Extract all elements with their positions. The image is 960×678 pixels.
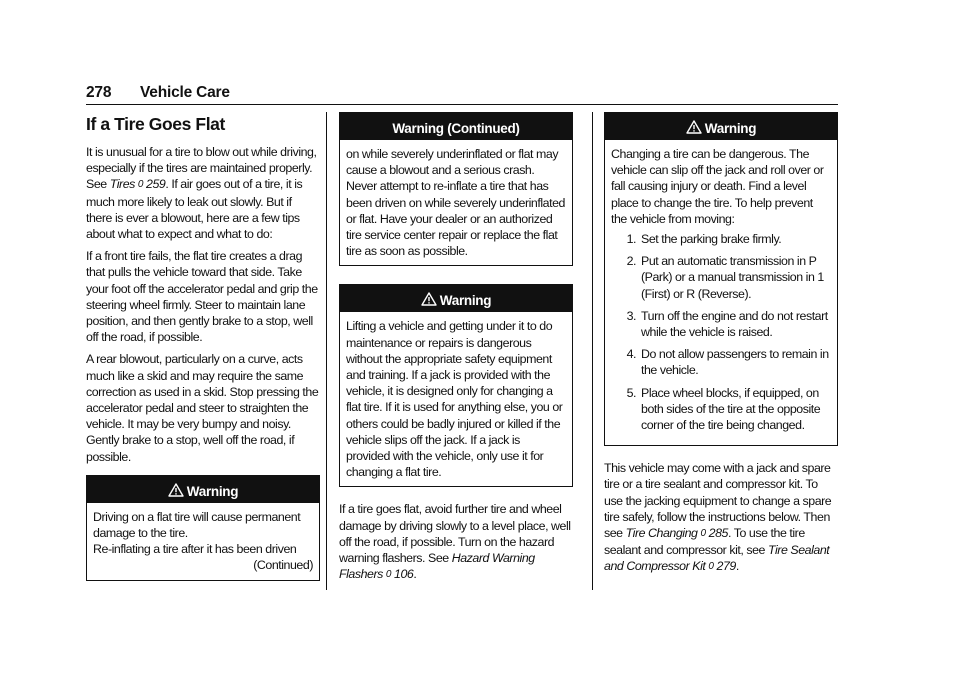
page-ref-symbol: 0 (137, 179, 144, 191)
column-divider-2 (592, 112, 593, 590)
list-item: 2. Put an automatic transmission in P (Park) or a manual transmission in 1 (First) or R (Reverse). (626, 254, 824, 301)
warning-header: Warning (87, 476, 319, 503)
warning-box-jack (339, 284, 573, 487)
warning-header: Warning (605, 113, 837, 140)
column-1 (86, 112, 320, 595)
list-item: 5. Place wheel blocks, if equipped, on both sides of the tire at the opposite corner of the tire being changed. (626, 385, 821, 433)
warning-body (87, 503, 319, 580)
xref-tire-sealant-compressor-kit[interactable]: Tire Sealant and Compressor Kit 0 279 (604, 543, 830, 574)
section-title: If a Tire Goes Flat (86, 114, 225, 134)
warning-triangle-icon (168, 483, 184, 497)
list-item: 4. Do not allow passengers to remain in the vehicle. (626, 347, 829, 378)
section-name: Vehicle Care (140, 84, 230, 101)
page-ref-symbol: 0 (708, 561, 714, 573)
warning-box-continued (339, 112, 573, 266)
warning-box-changing-tire (604, 112, 838, 446)
list-item: 3. Turn off the engine and do not restart while the vehicle is raised. (626, 308, 828, 340)
paragraph-front-tire: If a front tire fails, the flat tire creates a drag that pulls the vehicle toward that side. Take your foot off the accelerator pedal and grip the steering wheel firmly. Steer to maintain lane position, and then gently brake to a stop, well off the road, if possible. (86, 249, 318, 345)
xref-hazard-warning-flashers[interactable]: Hazard Warning Flashers 0 106 (339, 551, 535, 582)
page-ref-symbol: 0 (385, 569, 392, 581)
warning-triangle-icon (686, 120, 702, 134)
warning-text-1: Driving on a flat tire will cause permanent damage to the tire. (93, 509, 301, 541)
warning-body (340, 312, 572, 486)
warning-text-2: Re-inflating a tire after it has been driven (93, 542, 297, 557)
xref-tires[interactable]: Tires 0 259 (109, 177, 166, 192)
warning-body (340, 140, 572, 265)
xref-tire-changing[interactable]: Tire Changing 0 285 (625, 526, 728, 541)
warning-jack-text: Lifting a vehicle and getting under it to do maintenance or repairs is dangerous without the appropriate safety equipment and training. If a jack is provided with the vehicle, it is designed only for changing a flat tire. If it is used for anything else, you or others could be badly injured or killed if the vehicle slips off the jack. If a jack is provided with the vehicle, only use it for changing a flat tire. (346, 319, 563, 480)
warning-body (605, 140, 837, 445)
list-item: 1. Set the parking brake firmly. (626, 232, 782, 247)
column-3 (604, 112, 838, 582)
page-ref-symbol: 0 (700, 528, 706, 540)
page-header (86, 82, 838, 105)
warning-header: Warning (340, 285, 572, 312)
warning-intro: Changing a tire can be dangerous. The vehicle can slip off the jack and roll over or fall causing injury or death. Find a level place to change the tire. To help prevent the vehicle from moving: (611, 147, 824, 226)
page-number: 278 (86, 84, 112, 101)
column-2 (339, 112, 573, 589)
warning-box-flat-tire (86, 475, 320, 581)
warning-continued-header: Warning (Continued) (340, 113, 572, 140)
paragraph-blowout-intro: It is unusual for a tire to blow out while driving, especially if the tires are maintained properly. See Tires 0 259. If air goes out of a tire, it is much more likely to leak out slowly. But if there is ever a blowout, here are a few tips about what to expect and what to do: (86, 145, 317, 242)
steps-list (611, 231, 831, 433)
warning-triangle-icon (421, 292, 437, 306)
warning-continued-text: on while severely underinflated or flat may cause a blowout and a serious crash. Never attempt to re-inflate a tire that has been driven on while severely underinflated or flat. Have your dealer or an authorized tire service center repair or replace the flat tire as soon as possible. (346, 147, 565, 259)
paragraph-flat-tire: If a tire goes flat, avoid further tire and wheel damage by driving slowly to a level place, well off the road, if possible. Turn on the hazard warning flashers. See Hazard Warning Flashers 0 106. (339, 502, 571, 582)
paragraph-jack-or-sealant: This vehicle may come with a jack and spare tire or a tire sealant and compressor kit. To use the jacking equipment to change a spare tire safely, follow the instructions below. Then see Tire Changing 0 285. To use the tire sealant and compressor kit, see Tire Sealant and Compressor Kit 0 279. (604, 461, 832, 574)
column-divider-1 (326, 112, 327, 590)
continued-tag: (Continued) (253, 558, 313, 573)
paragraph-rear-blowout: A rear blowout, particularly on a curve, acts much like a skid and may require the same correction as used in a skid. Stop pressing the accelerator pedal and steer to straighten the vehicle. It may be very bumpy and noisy. Gently brake to a stop, well off the road, if possible. (86, 352, 319, 464)
